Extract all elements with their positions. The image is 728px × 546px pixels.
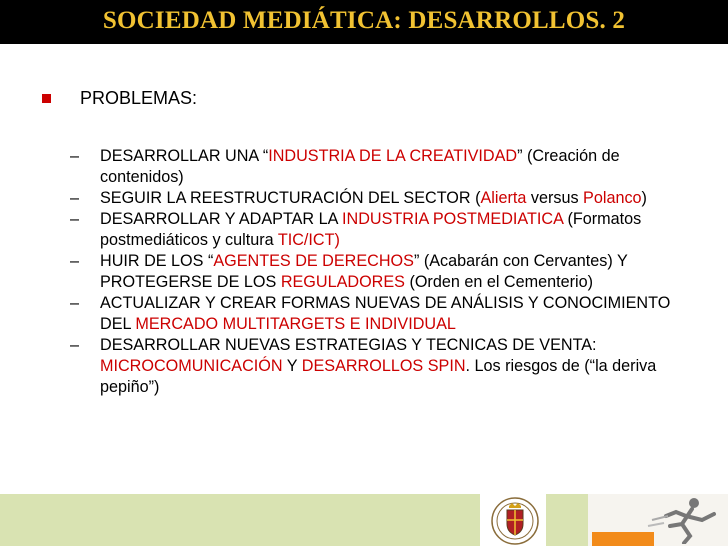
item-text: DESARROLLAR UNA “ [100, 147, 269, 165]
dash-bullet: – [70, 294, 80, 312]
list-item [70, 335, 690, 398]
item-text: ” (Creación de contenidos) [100, 147, 620, 186]
highlight-text: AGENTES DE DERECHOS [213, 252, 414, 270]
item-text: ” (Acabarán con Cervantes) Y PROTEGERSE DE LOS [100, 252, 628, 291]
item-text: (Orden en el Cementerio) [404, 273, 593, 291]
list-item [70, 188, 690, 209]
item-text: HUIR DE LOS “ [100, 252, 214, 270]
dash-bullet: – [70, 147, 80, 165]
dash-bullet: – [70, 189, 80, 207]
list-item [70, 146, 690, 188]
item-text: versus [526, 189, 584, 207]
item-text: ACTUALIZAR Y CREAR FORMAS NUEVAS DE ANÁLISIS Y CONOCIMIENTO DEL [100, 294, 671, 333]
footer-green-block [546, 494, 588, 546]
item-text: SEGUIR LA REESTRUCTURACIÓN DEL SECTOR ( [100, 189, 481, 207]
main-bullet-label: PROBLEMAS: [80, 88, 198, 108]
title-bar [0, 0, 728, 44]
highlight-text: Polanco [583, 189, 642, 207]
footer-green-block [0, 494, 480, 546]
highlight-text: INDUSTRIA POSTMEDIATICA [342, 210, 563, 228]
item-text: DESARROLLAR NUEVAS ESTRATEGIAS Y TECNICAS DE VENTA: [100, 336, 597, 354]
list-item [70, 293, 690, 335]
item-text: (Formatos postmediáticos y cultura [100, 210, 642, 249]
problem-list [70, 146, 690, 398]
highlight-text: INDUSTRIA DE LA CREATIVIDAD [268, 147, 518, 165]
square-bullet-icon [42, 94, 51, 103]
list-item [70, 251, 690, 293]
highlight-text: TIC/ICT) [277, 231, 340, 249]
item-text: DESARROLLAR Y ADAPTAR LA [100, 210, 343, 228]
list-item [70, 209, 690, 251]
dash-bullet: – [70, 210, 80, 228]
dash-bullet: – [70, 336, 80, 354]
dash-bullet: – [70, 252, 80, 270]
highlight-text: REGULADORES [280, 273, 405, 291]
runner-icon [642, 496, 726, 544]
university-seal-icon [486, 494, 544, 546]
highlight-text: MICROCOMUNICACIÓN [100, 357, 283, 375]
footer-band [0, 494, 728, 546]
slide-title: SOCIEDAD MEDIÁTICA: DESARROLLOS. 2 [102, 7, 626, 34]
highlight-text: MERCADO MULTITARGETS E INDIVIDUAL [135, 315, 456, 333]
highlight-text: DESARROLLOS SPIN [301, 357, 466, 375]
item-text: Y [282, 357, 302, 375]
item-text: . Los riesgos de (“la deriva pepiño”) [100, 357, 657, 396]
highlight-text: Alierta [480, 189, 527, 207]
item-text: ) [641, 189, 647, 207]
